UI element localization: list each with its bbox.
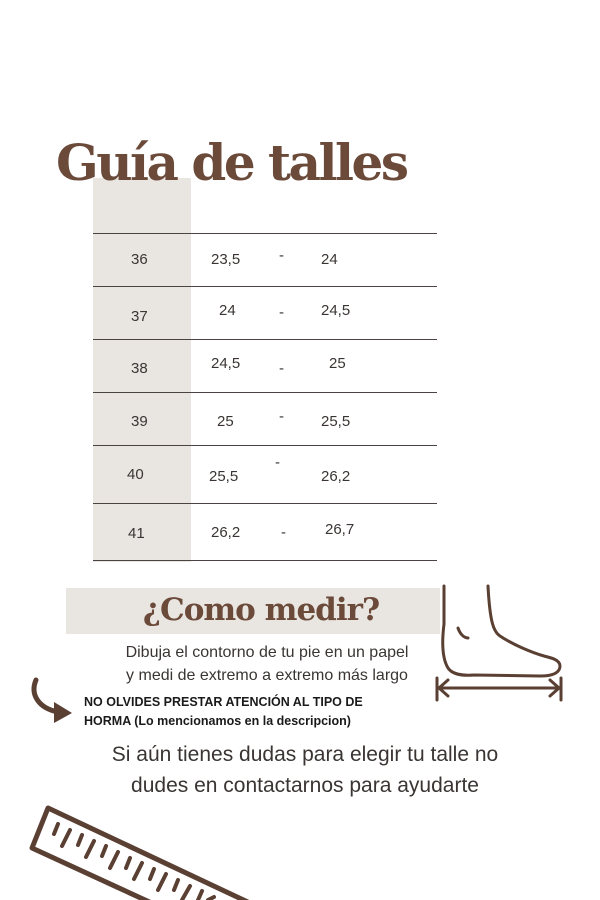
length-max: 24	[321, 251, 338, 268]
length-min: 24,5	[211, 355, 241, 372]
length-min: 24	[219, 302, 236, 319]
ruler-icon	[0, 780, 260, 900]
range-dash: -	[279, 360, 284, 377]
length-max: 26,7	[325, 521, 355, 538]
table-row	[93, 445, 437, 503]
size-value: 36	[131, 251, 148, 268]
size-value: 41	[128, 525, 145, 542]
length-min: 25	[217, 413, 234, 430]
length-max: 25,5	[321, 413, 351, 430]
range-dash: -	[281, 524, 286, 541]
contact-line: Si aún tienes dudas para elegir tu talle no	[111, 743, 499, 766]
note-line: HORMA (Lo mencionamos en la descripcion)	[84, 714, 351, 728]
table-row	[93, 392, 437, 445]
horma-note	[84, 693, 363, 731]
curved-arrow-icon	[28, 676, 80, 726]
length-min: 25,5	[209, 468, 239, 485]
table-row	[93, 233, 437, 286]
table-row	[93, 286, 437, 339]
size-value: 37	[131, 308, 148, 325]
size-value: 40	[127, 466, 144, 483]
measure-title: ¿Como medir?	[142, 592, 380, 628]
length-min: 23,5	[211, 251, 241, 268]
range-dash: -	[279, 304, 284, 321]
range-dash: -	[279, 247, 284, 264]
size-value: 39	[131, 413, 148, 430]
table-row	[93, 503, 437, 561]
page-title: Guía de talles	[56, 133, 407, 192]
length-max: 25	[329, 355, 346, 372]
range-dash: -	[275, 454, 280, 471]
instruction-line: Dibuja el contorno de tu pie en un papel	[125, 644, 409, 661]
length-max: 26,2	[321, 468, 351, 485]
note-line: NO OLVIDES PRESTAR ATENCIÓN AL TIPO DE	[84, 695, 363, 709]
length-min: 26,2	[211, 524, 241, 541]
size-table	[93, 233, 437, 561]
length-max: 24,5	[321, 302, 351, 319]
measure-instructions	[92, 641, 442, 687]
instruction-line: y medi de extremo a extremo más largo	[126, 667, 408, 684]
size-value: 38	[131, 360, 148, 377]
contact-line: dudes en contactarnos para ayudarte	[131, 774, 479, 797]
range-dash: -	[279, 408, 284, 425]
table-row	[93, 339, 437, 392]
